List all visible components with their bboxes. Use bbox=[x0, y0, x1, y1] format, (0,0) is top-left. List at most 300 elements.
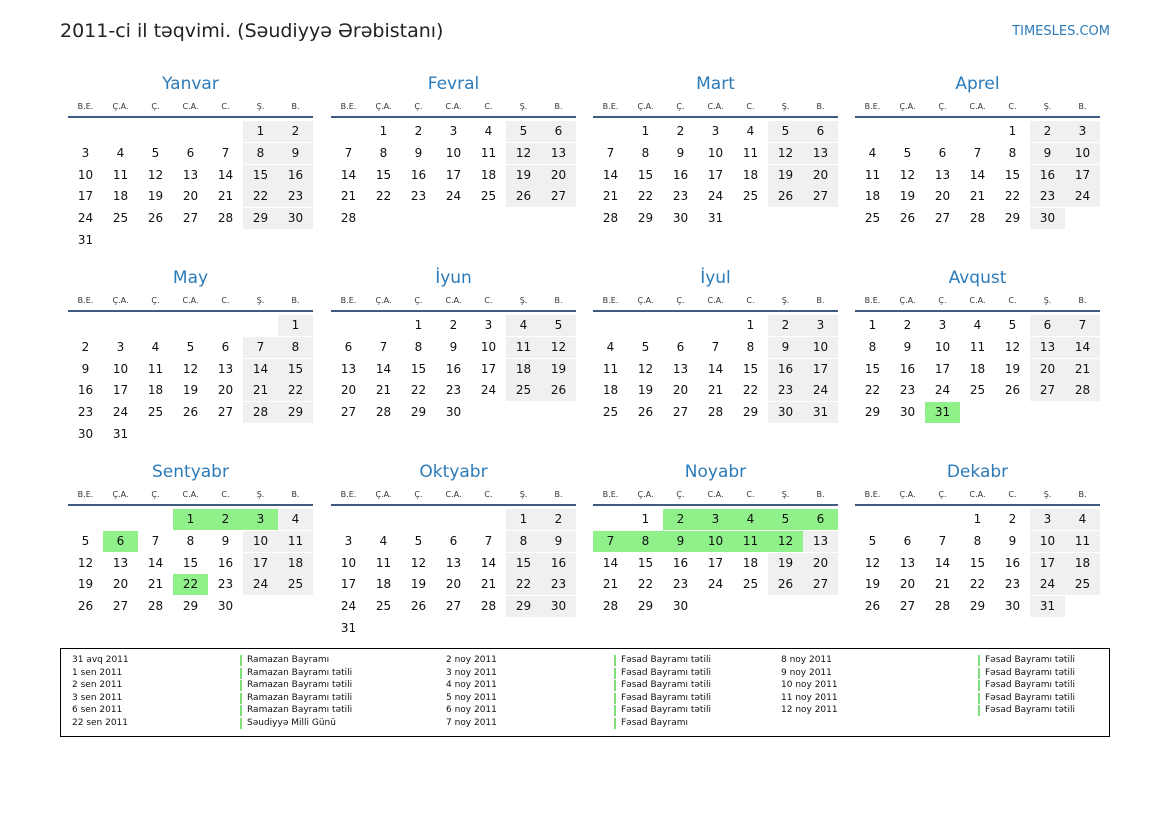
day-cell: 26 bbox=[147, 211, 164, 226]
day-cell: 11 bbox=[506, 337, 541, 358]
holiday-name: Fəsad Bayramı tətili bbox=[621, 692, 711, 703]
holiday-name: Fəsad Bayramı tətili bbox=[621, 667, 711, 678]
day-cell: 24 bbox=[803, 380, 838, 401]
day-cell: 27 bbox=[803, 574, 838, 595]
weekday-header: Ş. bbox=[781, 296, 790, 305]
day-cell: 8 bbox=[973, 533, 982, 548]
day-cell: 25 bbox=[375, 599, 392, 614]
day-cell: 1 bbox=[278, 315, 313, 336]
day-cell: 16 bbox=[1030, 165, 1065, 186]
holiday-marker bbox=[614, 718, 616, 729]
day-cell: 12 bbox=[637, 361, 654, 376]
day-cell: 8 bbox=[868, 339, 877, 354]
day-cell: 15 bbox=[637, 555, 654, 570]
month-name: Mart bbox=[696, 74, 735, 94]
holiday-day-cell: 8 bbox=[628, 531, 663, 552]
day-cell: 23 bbox=[899, 383, 916, 398]
day-cell: 18 bbox=[278, 553, 313, 574]
holiday-name: Ramazan Bayramı tətili bbox=[247, 680, 353, 690]
day-cell: 29 bbox=[410, 405, 427, 420]
holiday-name: Ramazan Bayramı tətili bbox=[247, 667, 353, 678]
day-cell: 27 bbox=[112, 599, 129, 614]
day-cell: 15 bbox=[1004, 167, 1021, 182]
day-cell: 8 bbox=[506, 531, 541, 552]
day-cell: 15 bbox=[969, 555, 986, 570]
weekday-header: B. bbox=[1078, 296, 1087, 305]
day-cell: 4 bbox=[151, 339, 160, 354]
month-name: İyul bbox=[700, 268, 731, 288]
holiday-date: 12 noy 2011 bbox=[781, 705, 838, 715]
weekday-header: B. bbox=[554, 102, 563, 111]
day-cell: 19 bbox=[768, 553, 803, 574]
holiday-marker bbox=[978, 655, 980, 666]
weekday-header: B. bbox=[816, 102, 825, 111]
weekday-header: C. bbox=[746, 102, 755, 111]
holiday-marker bbox=[240, 655, 242, 666]
day-cell: 15 bbox=[864, 361, 881, 376]
day-cell: 9 bbox=[768, 337, 803, 358]
holiday-date: 1 sen 2011 bbox=[72, 667, 123, 678]
day-cell: 21 bbox=[217, 189, 234, 204]
day-cell: 6 bbox=[938, 145, 947, 160]
day-cell: 14 bbox=[243, 359, 278, 380]
day-cell: 20 bbox=[803, 553, 838, 574]
day-cell: 4 bbox=[379, 533, 388, 548]
holiday-date: 2 sen 2011 bbox=[72, 680, 123, 690]
weekday-header: Ç.A. bbox=[375, 296, 392, 305]
site-link[interactable]: TIMESLES.COM bbox=[1012, 24, 1110, 39]
day-cell: 26 bbox=[1004, 383, 1021, 398]
holiday-date: 6 noy 2011 bbox=[446, 705, 497, 715]
day-cell: 27 bbox=[541, 186, 576, 207]
day-cell: 21 bbox=[480, 577, 497, 592]
day-cell: 1 bbox=[641, 512, 650, 526]
weekday-header: C. bbox=[221, 490, 230, 499]
day-cell: 4 bbox=[746, 124, 755, 138]
day-cell: 6 bbox=[676, 339, 685, 354]
weekday-header: Ç.A. bbox=[375, 102, 392, 111]
day-cell: 3 bbox=[938, 318, 947, 332]
weekday-header: C.A. bbox=[445, 296, 462, 305]
day-cell: 22 bbox=[375, 189, 392, 204]
day-cell: 10 bbox=[934, 339, 951, 354]
month-name: Fevral bbox=[427, 74, 480, 94]
day-cell: 25 bbox=[480, 189, 497, 204]
weekday-header: C. bbox=[221, 102, 230, 111]
day-cell: 30 bbox=[217, 599, 234, 614]
day-cell: 21 bbox=[602, 189, 619, 204]
holiday-name: Ramazan Bayramı tətili bbox=[247, 692, 353, 703]
day-cell: 5 bbox=[768, 121, 803, 142]
day-cell: 15 bbox=[742, 361, 759, 376]
day-cell: 16 bbox=[768, 359, 803, 380]
holiday-date: 3 sen 2011 bbox=[72, 692, 123, 703]
day-cell: 4 bbox=[484, 124, 493, 138]
day-cell: 27 bbox=[340, 405, 357, 420]
day-cell: 19 bbox=[410, 577, 427, 592]
day-cell: 14 bbox=[969, 167, 986, 182]
day-cell: 17 bbox=[445, 167, 462, 182]
weekday-header: Ş. bbox=[256, 490, 265, 499]
day-cell: 19 bbox=[182, 383, 199, 398]
weekday-header: C.A. bbox=[182, 296, 199, 305]
day-cell: 27 bbox=[182, 211, 199, 226]
day-cell: 5 bbox=[541, 315, 576, 336]
day-cell: 11 bbox=[1065, 531, 1100, 552]
day-cell: 24 bbox=[445, 189, 462, 204]
day-cell: 12 bbox=[506, 143, 541, 164]
day-cell: 30 bbox=[672, 599, 689, 614]
day-cell: 29 bbox=[278, 402, 313, 423]
day-cell: 28 bbox=[375, 405, 392, 420]
day-cell: 26 bbox=[541, 380, 576, 401]
day-cell: 12 bbox=[182, 361, 199, 376]
day-cell: 19 bbox=[541, 359, 576, 380]
holiday-name: Fəsad Bayramı tətili bbox=[985, 655, 1075, 665]
day-cell: 13 bbox=[112, 555, 129, 570]
day-cell: 7 bbox=[973, 145, 982, 160]
day-cell: 23 bbox=[672, 577, 689, 592]
weekday-header: Ç. bbox=[676, 296, 685, 305]
day-cell: 27 bbox=[672, 405, 689, 420]
day-cell: 10 bbox=[803, 337, 838, 358]
holiday-day-cell: 4 bbox=[733, 509, 768, 530]
day-cell: 14 bbox=[375, 361, 392, 376]
day-cell: 31 bbox=[112, 427, 129, 441]
day-cell: 10 bbox=[340, 555, 357, 570]
weekday-header: B.E. bbox=[77, 102, 94, 111]
day-cell: 20 bbox=[899, 577, 916, 592]
weekday-header: Ş. bbox=[519, 296, 528, 305]
day-cell: 29 bbox=[969, 599, 986, 614]
day-cell: 20 bbox=[1030, 359, 1065, 380]
day-cell: 2 bbox=[278, 121, 313, 142]
day-cell: 24 bbox=[340, 599, 357, 614]
day-cell: 26 bbox=[410, 599, 427, 614]
weekday-header: C. bbox=[746, 490, 755, 499]
day-cell: 31 bbox=[803, 402, 838, 423]
day-cell: 16 bbox=[541, 553, 576, 574]
day-cell: 29 bbox=[637, 211, 654, 226]
day-cell: 9 bbox=[541, 531, 576, 552]
day-cell: 24 bbox=[480, 383, 497, 398]
day-cell: 25 bbox=[602, 405, 619, 420]
day-cell: 11 bbox=[375, 555, 392, 570]
day-cell: 23 bbox=[278, 186, 313, 207]
weekday-header: C.A. bbox=[707, 490, 724, 499]
day-cell: 20 bbox=[340, 383, 357, 398]
day-cell: 25 bbox=[742, 577, 759, 592]
day-cell: 2 bbox=[1030, 121, 1065, 142]
header-rule bbox=[593, 504, 838, 506]
day-cell: 29 bbox=[243, 208, 278, 229]
day-cell: 18 bbox=[864, 189, 881, 204]
day-cell: 18 bbox=[506, 359, 541, 380]
day-cell: 28 bbox=[480, 599, 497, 614]
header-rule bbox=[855, 310, 1100, 312]
day-cell: 21 bbox=[1065, 359, 1100, 380]
day-cell: 13 bbox=[340, 361, 357, 376]
weekday-header: B. bbox=[1078, 490, 1087, 499]
weekday-header: B.E. bbox=[602, 296, 619, 305]
day-cell: 12 bbox=[864, 555, 881, 570]
weekday-header: B.E. bbox=[340, 102, 357, 111]
day-cell: 1 bbox=[1008, 124, 1017, 138]
day-cell: 19 bbox=[1004, 361, 1021, 376]
day-cell: 15 bbox=[637, 167, 654, 182]
month-name: İyun bbox=[435, 268, 472, 288]
day-cell: 14 bbox=[707, 361, 724, 376]
day-cell: 14 bbox=[1065, 337, 1100, 358]
holiday-name: Fəsad Bayramı tətili bbox=[621, 705, 711, 715]
weekday-header: Ç.A. bbox=[899, 296, 916, 305]
day-cell: 22 bbox=[1004, 189, 1021, 204]
day-cell: 19 bbox=[147, 189, 164, 204]
day-cell: 15 bbox=[506, 553, 541, 574]
day-cell: 5 bbox=[1008, 318, 1017, 332]
holiday-day-cell: 31 bbox=[925, 402, 960, 423]
holiday-marker bbox=[614, 705, 616, 716]
day-cell: 8 bbox=[641, 145, 650, 160]
day-cell: 9 bbox=[676, 145, 685, 160]
day-cell: 4 bbox=[116, 145, 125, 160]
day-cell: 20 bbox=[217, 383, 234, 398]
day-cell: 29 bbox=[637, 599, 654, 614]
day-cell: 5 bbox=[506, 121, 541, 142]
day-cell: 4 bbox=[506, 315, 541, 336]
day-cell: 13 bbox=[934, 167, 951, 182]
day-cell: 30 bbox=[1030, 208, 1065, 229]
holiday-marker bbox=[978, 705, 980, 716]
month-name: Avqust bbox=[948, 268, 1007, 288]
holiday-marker bbox=[978, 680, 980, 691]
day-cell: 19 bbox=[768, 165, 803, 186]
holiday-marker bbox=[614, 693, 616, 704]
day-cell: 3 bbox=[449, 124, 458, 138]
holiday-day-cell: 10 bbox=[698, 531, 733, 552]
holiday-name: Səudiyyə Milli Günü bbox=[247, 717, 336, 728]
day-cell: 1 bbox=[973, 512, 982, 526]
weekday-header: B.E. bbox=[340, 490, 357, 499]
weekday-header: Ç. bbox=[151, 102, 160, 111]
holiday-marker bbox=[240, 718, 242, 729]
day-cell: 24 bbox=[707, 577, 724, 592]
day-cell: 16 bbox=[899, 361, 916, 376]
day-cell: 15 bbox=[278, 359, 313, 380]
day-cell: 18 bbox=[969, 361, 986, 376]
weekday-header: C. bbox=[746, 296, 755, 305]
day-cell: 18 bbox=[112, 189, 129, 204]
day-cell: 29 bbox=[864, 405, 881, 420]
day-cell: 19 bbox=[77, 577, 94, 592]
day-cell: 11 bbox=[480, 145, 497, 160]
day-cell: 1 bbox=[746, 318, 755, 332]
day-cell: 7 bbox=[151, 533, 160, 548]
holiday-day-cell: 22 bbox=[173, 574, 208, 595]
holiday-date: 2 noy 2011 bbox=[446, 655, 497, 665]
day-cell: 16 bbox=[1004, 555, 1021, 570]
day-cell: 24 bbox=[707, 189, 724, 204]
month-name: Aprel bbox=[955, 74, 1000, 94]
day-cell: 26 bbox=[768, 574, 803, 595]
day-cell: 2 bbox=[903, 318, 912, 332]
day-cell: 17 bbox=[77, 189, 94, 204]
day-cell: 20 bbox=[672, 383, 689, 398]
weekday-header: B. bbox=[554, 490, 563, 499]
day-cell: 1 bbox=[243, 121, 278, 142]
weekday-header: B. bbox=[554, 296, 563, 305]
weekday-header: B. bbox=[291, 296, 300, 305]
day-cell: 28 bbox=[707, 405, 724, 420]
day-cell: 27 bbox=[1030, 380, 1065, 401]
day-cell: 13 bbox=[803, 143, 838, 164]
day-cell: 23 bbox=[1004, 577, 1021, 592]
day-cell: 25 bbox=[147, 405, 164, 420]
day-cell: 28 bbox=[1065, 380, 1100, 401]
weekday-header: C.A. bbox=[707, 102, 724, 111]
weekday-header: Ş. bbox=[256, 296, 265, 305]
weekday-header: C.A. bbox=[182, 490, 199, 499]
weekday-header: C. bbox=[484, 296, 493, 305]
header-rule bbox=[593, 310, 838, 312]
day-cell: 26 bbox=[864, 599, 881, 614]
day-cell: 20 bbox=[541, 165, 576, 186]
day-cell: 25 bbox=[278, 574, 313, 595]
day-cell: 7 bbox=[344, 145, 353, 160]
day-cell: 25 bbox=[864, 211, 881, 226]
day-cell: 7 bbox=[938, 533, 947, 548]
day-cell: 30 bbox=[1004, 599, 1021, 614]
holiday-day-cell: 3 bbox=[698, 509, 733, 530]
day-cell: 12 bbox=[77, 555, 94, 570]
day-cell: 1 bbox=[641, 124, 650, 138]
holiday-marker bbox=[978, 693, 980, 704]
weekday-header: C. bbox=[1008, 102, 1017, 111]
day-cell: 26 bbox=[77, 599, 94, 614]
header-rule bbox=[855, 504, 1100, 506]
weekday-header: Ş. bbox=[1043, 102, 1052, 111]
day-cell: 28 bbox=[602, 211, 619, 226]
holiday-name: Ramazan Bayramı bbox=[247, 655, 330, 665]
day-cell: 11 bbox=[969, 339, 986, 354]
holiday-name: Fəsad Bayramı tətili bbox=[985, 680, 1075, 690]
day-cell: 25 bbox=[1065, 574, 1100, 595]
weekday-header: Ç.A. bbox=[637, 102, 654, 111]
day-cell: 17 bbox=[243, 553, 278, 574]
day-cell: 19 bbox=[637, 383, 654, 398]
holiday-name: Fəsad Bayramı tətili bbox=[621, 655, 711, 665]
day-cell: 9 bbox=[81, 361, 90, 376]
day-cell: 16 bbox=[445, 361, 462, 376]
weekday-header: Ç. bbox=[676, 102, 685, 111]
holiday-day-cell: 5 bbox=[768, 509, 803, 530]
day-cell: 1 bbox=[414, 318, 423, 332]
weekday-header: B. bbox=[816, 490, 825, 499]
weekday-header: Ş. bbox=[256, 102, 265, 111]
weekday-header: B.E. bbox=[864, 102, 881, 111]
day-cell: 28 bbox=[934, 599, 951, 614]
day-cell: 3 bbox=[344, 533, 353, 548]
holiday-date: 9 noy 2011 bbox=[781, 667, 832, 678]
day-cell: 7 bbox=[243, 337, 278, 358]
day-cell: 2 bbox=[449, 318, 458, 332]
day-cell: 9 bbox=[903, 339, 912, 354]
day-cell: 15 bbox=[243, 165, 278, 186]
day-cell: 29 bbox=[182, 599, 199, 614]
header-rule bbox=[331, 504, 576, 506]
day-cell: 23 bbox=[672, 189, 689, 204]
day-cell: 25 bbox=[506, 380, 541, 401]
day-cell: 6 bbox=[903, 533, 912, 548]
header-rule bbox=[331, 116, 576, 118]
weekday-header: C. bbox=[484, 102, 493, 111]
day-cell: 10 bbox=[445, 145, 462, 160]
day-cell: 9 bbox=[221, 533, 230, 548]
month-name: May bbox=[172, 268, 209, 288]
weekday-header: C.A. bbox=[969, 296, 986, 305]
day-cell: 14 bbox=[480, 555, 497, 570]
weekday-header: Ç.A. bbox=[112, 490, 129, 499]
day-cell: 8 bbox=[186, 533, 195, 548]
header-rule bbox=[855, 116, 1100, 118]
holiday-marker bbox=[614, 680, 616, 691]
day-cell: 2 bbox=[1008, 512, 1017, 526]
day-cell: 26 bbox=[182, 405, 199, 420]
holiday-day-cell: 1 bbox=[173, 509, 208, 530]
day-cell: 8 bbox=[746, 339, 755, 354]
day-cell: 14 bbox=[217, 167, 234, 182]
holiday-name: Ramazan Bayramı tətili bbox=[247, 705, 353, 715]
holiday-day-cell: 11 bbox=[733, 531, 768, 552]
day-cell: 12 bbox=[410, 555, 427, 570]
day-cell: 24 bbox=[112, 405, 129, 420]
weekday-header: B.E. bbox=[864, 296, 881, 305]
month-name: Noyabr bbox=[684, 462, 747, 482]
weekday-header: Ç.A. bbox=[899, 490, 916, 499]
day-cell: 22 bbox=[637, 189, 654, 204]
day-cell: 30 bbox=[541, 596, 576, 617]
day-cell: 17 bbox=[1065, 165, 1100, 186]
weekday-header: Ç.A. bbox=[375, 490, 392, 499]
day-cell: 5 bbox=[903, 145, 912, 160]
day-cell: 20 bbox=[934, 189, 951, 204]
holiday-date: 11 noy 2011 bbox=[781, 692, 838, 703]
holiday-date: 10 noy 2011 bbox=[781, 680, 838, 690]
weekday-header: Ş. bbox=[519, 102, 528, 111]
day-cell: 22 bbox=[278, 380, 313, 401]
day-cell: 29 bbox=[742, 405, 759, 420]
day-cell: 30 bbox=[672, 211, 689, 226]
day-cell: 24 bbox=[1065, 186, 1100, 207]
holiday-day-cell: 6 bbox=[103, 531, 138, 552]
day-cell: 23 bbox=[541, 574, 576, 595]
day-cell: 30 bbox=[445, 405, 462, 420]
header-rule bbox=[68, 504, 313, 506]
day-cell: 28 bbox=[340, 211, 357, 226]
day-cell: 4 bbox=[1065, 509, 1100, 530]
day-cell: 11 bbox=[602, 361, 619, 376]
weekday-header: B.E. bbox=[864, 490, 881, 499]
day-cell: 21 bbox=[602, 577, 619, 592]
holiday-name: Fəsad Bayramı bbox=[621, 717, 688, 728]
day-cell: 31 bbox=[1030, 596, 1065, 617]
day-cell: 6 bbox=[803, 121, 838, 142]
holiday-day-cell: 7 bbox=[593, 531, 628, 552]
day-cell: 2 bbox=[768, 315, 803, 336]
day-cell: 16 bbox=[217, 555, 234, 570]
day-cell: 28 bbox=[969, 211, 986, 226]
day-cell: 28 bbox=[147, 599, 164, 614]
